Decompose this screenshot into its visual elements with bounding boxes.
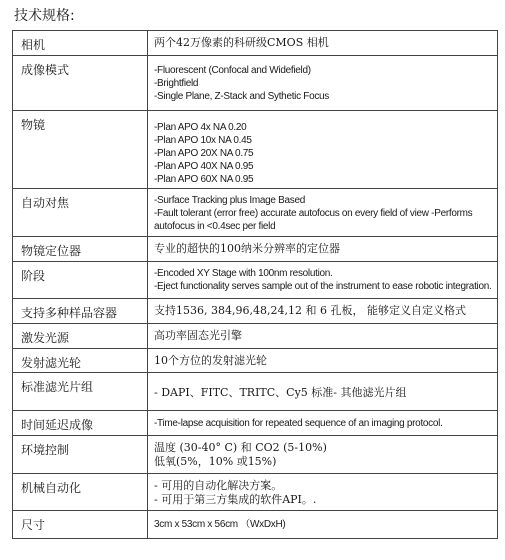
- spec-row-objectives: [13, 111, 498, 189]
- spec-value: [148, 56, 498, 111]
- spec-key: 时间延迟成像: [13, 411, 148, 436]
- spec-value: [148, 262, 498, 299]
- spec-row-objective-positioner: [13, 237, 498, 262]
- spec-row-excitation-source: [13, 324, 498, 349]
- spec-row-sample-containers: [13, 299, 498, 324]
- spec-key: 物镜: [13, 111, 148, 189]
- spec-value-line: 两个42万像素的科研级CMOS 相机: [154, 36, 329, 49]
- spec-row-imaging-modes: [13, 56, 498, 111]
- spec-value-line: 10个方位的发射滤光轮: [154, 354, 267, 367]
- spec-value: [148, 411, 498, 436]
- spec-key: 机械自动化: [13, 474, 148, 511]
- spec-value: [148, 31, 498, 56]
- spec-key: 标准滤光片组: [13, 373, 148, 411]
- spec-value: [148, 511, 498, 539]
- spec-value-line: 专业的超快的100纳米分辨率的定位器: [154, 242, 340, 255]
- spec-value-line: -Eject functionality serves sample out of the instrument to ease robotic integration.: [154, 281, 492, 292]
- spec-value-line: -Plan APO 60X NA 0.95: [154, 174, 254, 185]
- spec-key: 相机: [13, 31, 148, 56]
- spec-value-line: -Encoded XY Stage with 100nm resolution.: [154, 268, 333, 279]
- spec-row-dimensions: [13, 511, 498, 539]
- spec-value-line: 低氧(5%，10% 或15%): [154, 455, 277, 468]
- spec-value-line: -Surface Tracking plus Image Based: [154, 195, 305, 206]
- spec-value: [148, 237, 498, 262]
- spec-row-emission-filter-wheel: [13, 349, 498, 373]
- spec-value-line: -Time-lapse acquisition for repeated sequence of an imaging protocol.: [154, 418, 443, 429]
- spec-key: 阶段: [13, 262, 148, 299]
- spec-value-line: 支持1536, 384,96,48,24,12 和 6 孔板， 能够定义自定义格式: [154, 304, 466, 317]
- spec-value-line: -Plan APO 20X NA 0.75: [154, 148, 254, 159]
- spec-key: 物镜定位器: [13, 237, 148, 262]
- spec-key: 自动对焦: [13, 189, 148, 237]
- spec-value-line: - 可用于第三方集成的软件API。.: [154, 493, 317, 506]
- spec-value-line: -Plan APO 10x NA 0.45: [154, 135, 252, 146]
- spec-key: 环境控制: [13, 436, 148, 474]
- spec-value-line: -Fault tolerant (error free) accurate autofocus on every field of view -Performs: [154, 208, 473, 219]
- spec-row-stage: [13, 262, 498, 299]
- spec-value-line: autofocus in <0.4sec per field: [154, 221, 276, 232]
- spec-value-line: - DAPI、FITC、TRITC、Cy5 标准- 其他滤光片组: [154, 386, 407, 399]
- spec-row-time-lapse: [13, 411, 498, 436]
- spec-value-line: -Plan APO 40X NA 0.95: [154, 161, 254, 172]
- spec-key: 支持多种样品容器: [13, 299, 148, 324]
- spec-value-line: 高功率固态光引擎: [154, 329, 242, 342]
- spec-row-environment-control: [13, 436, 498, 474]
- spec-value-line: 3cm x 53cm x 56cm （WxDxH): [154, 519, 286, 530]
- spec-row-automation: [13, 474, 498, 511]
- spec-value-line: 温度 (30-40° C) 和 CO2 (5-10%): [154, 441, 327, 454]
- spec-value: [148, 111, 498, 189]
- spec-value-line: - 可用的自动化解决方案。: [154, 479, 283, 492]
- spec-table: [12, 30, 498, 539]
- spec-value: [148, 299, 498, 324]
- spec-value: [148, 349, 498, 373]
- spec-value-line: -Fluorescent (Confocal and Widefield): [154, 65, 311, 76]
- spec-key: 尺寸: [13, 511, 148, 539]
- spec-value: [148, 189, 498, 237]
- spec-key: 激发光源: [13, 324, 148, 349]
- spec-key: 发射滤光轮: [13, 349, 148, 373]
- spec-value: [148, 373, 498, 411]
- spec-row-camera: [13, 31, 498, 56]
- spec-value-line: -Plan APO 4x NA 0.20: [154, 122, 247, 133]
- spec-value-line: -Brightfield: [154, 78, 199, 89]
- spec-value: [148, 324, 498, 349]
- spec-heading: 技术规格:: [14, 8, 75, 24]
- spec-value-line: -Single Plane, Z-Stack and Sythetic Focus: [154, 91, 330, 102]
- spec-key: 成像模式: [13, 56, 148, 111]
- spec-value: [148, 436, 498, 474]
- spec-value: [148, 474, 498, 511]
- spec-row-filter-sets: [13, 373, 498, 411]
- spec-row-autofocus: [13, 189, 498, 237]
